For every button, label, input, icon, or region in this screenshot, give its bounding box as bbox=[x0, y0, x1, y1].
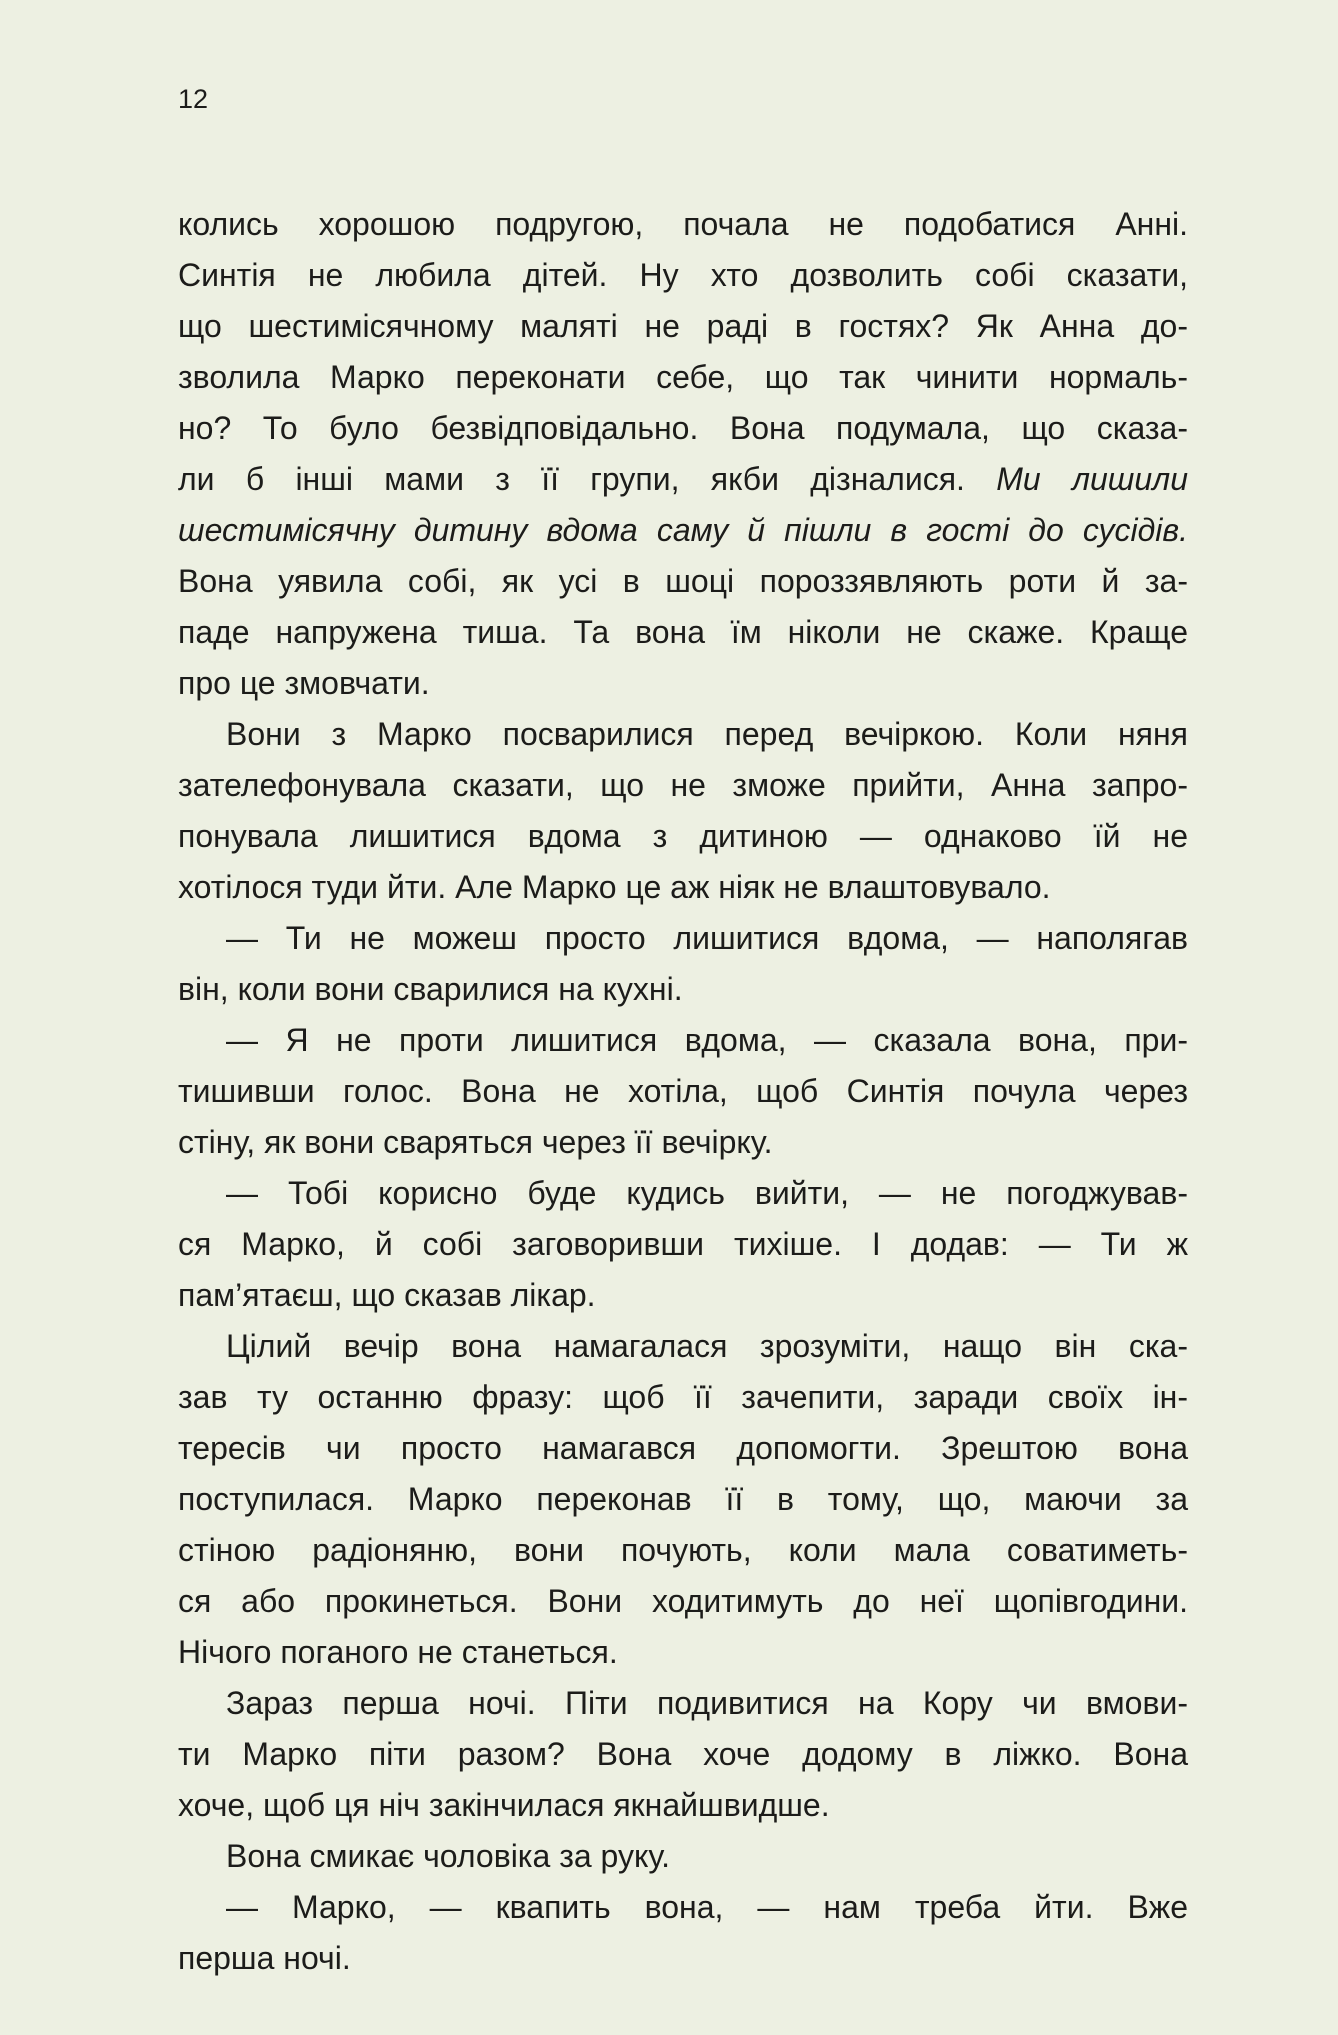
text-line bbox=[178, 1831, 1188, 1882]
text-line bbox=[178, 1372, 1188, 1423]
paragraph bbox=[178, 1882, 1188, 1984]
text-line bbox=[178, 1933, 1188, 1984]
page-number: 12 bbox=[178, 84, 209, 114]
text-line bbox=[178, 1474, 1188, 1525]
text-line bbox=[178, 1015, 1188, 1066]
line-text: ли б інші мами з її групи, якби дізналися. bbox=[178, 461, 997, 497]
text-line bbox=[178, 658, 1188, 709]
line-text: стіною радіоняню, вони почують, коли мала соватиметь- bbox=[178, 1532, 1188, 1568]
text-line bbox=[178, 1576, 1188, 1627]
paragraph bbox=[178, 709, 1188, 913]
line-text: хотілося туди йти. Але Марко це аж ніяк не влаштовувало. bbox=[178, 869, 1051, 905]
paragraph bbox=[178, 199, 1188, 709]
text-line bbox=[178, 352, 1188, 403]
text-line bbox=[178, 862, 1188, 913]
line-text: ся Марко, й собі заговоривши тихіше. І додав: — Ти ж bbox=[178, 1226, 1188, 1262]
text-line bbox=[178, 1117, 1188, 1168]
text-line bbox=[178, 250, 1188, 301]
line-text: ся або прокинеться. Вони ходитимуть до неї щопівгодини. bbox=[178, 1583, 1188, 1619]
line-text: но? То було безвідповідально. Вона подумала, що сказа- bbox=[178, 410, 1188, 446]
text-line bbox=[178, 1882, 1188, 1933]
line-text: Нічого поганого не станеться. bbox=[178, 1634, 618, 1670]
text-line bbox=[178, 607, 1188, 658]
text-line bbox=[178, 1678, 1188, 1729]
text-line bbox=[178, 811, 1188, 862]
text-line bbox=[178, 1729, 1188, 1780]
text-line bbox=[178, 1423, 1188, 1474]
line-text: він, коли вони сварилися на кухні. bbox=[178, 971, 683, 1007]
line-text: Вона уявила собі, як усі в шоці пороззявляють роти й за- bbox=[178, 563, 1188, 599]
text-line bbox=[178, 709, 1188, 760]
line-text: зволила Марко переконати себе, що так чинити нормаль- bbox=[178, 359, 1188, 395]
text-line bbox=[178, 1270, 1188, 1321]
paragraph bbox=[178, 1831, 1188, 1882]
text-line bbox=[178, 301, 1188, 352]
text-line bbox=[178, 1780, 1188, 1831]
line-text: Цілий вечір вона намагалася зрозуміти, нащо він ска- bbox=[226, 1328, 1188, 1364]
text-line bbox=[178, 403, 1188, 454]
line-text: про це змовчати. bbox=[178, 665, 430, 701]
line-text: тересів чи просто намагався допомогти. Зрештою вона bbox=[178, 1430, 1188, 1466]
line-text: ти Марко піти разом? Вона хоче додому в ліжко. Вона bbox=[178, 1736, 1188, 1772]
text-line bbox=[178, 1168, 1188, 1219]
paragraph bbox=[178, 1678, 1188, 1831]
text-line bbox=[178, 1219, 1188, 1270]
line-text: Вона смикає чоловіка за руку. bbox=[226, 1838, 671, 1874]
line-text: паде напружена тиша. Та вона їм ніколи не скаже. Краще bbox=[178, 614, 1188, 650]
line-text: пам’ятаєш, що сказав лікар. bbox=[178, 1277, 596, 1313]
line-text: зав ту останню фразу: щоб її зачепити, заради своїх ін- bbox=[178, 1379, 1188, 1415]
italic-text: шестимісячну дитину вдома саму й пішли в гості до сусідів. bbox=[178, 512, 1188, 548]
line-text: поступилася. Марко переконав її в тому, що, маючи за bbox=[178, 1481, 1188, 1517]
line-text: — Я не проти лишитися вдома, — сказала вона, при- bbox=[226, 1022, 1188, 1058]
paragraph bbox=[178, 1168, 1188, 1321]
line-text: колись хорошою подругою, почала не подобатися Анні. bbox=[178, 206, 1188, 242]
line-text: — Тобі корисно буде кудись вийти, — не погоджував- bbox=[226, 1175, 1188, 1211]
text-line bbox=[178, 913, 1188, 964]
text-line bbox=[178, 505, 1188, 556]
text-line bbox=[178, 760, 1188, 811]
line-text: понувала лишитися вдома з дитиною — однаково їй не bbox=[178, 818, 1188, 854]
line-text: стіну, як вони сваряться через її вечірку. bbox=[178, 1124, 773, 1160]
line-text: Зараз перша ночі. Піти подивитися на Кору чи вмови- bbox=[226, 1685, 1188, 1721]
text-line bbox=[178, 454, 1188, 505]
text-line bbox=[178, 964, 1188, 1015]
paragraph bbox=[178, 1015, 1188, 1168]
text-line bbox=[178, 199, 1188, 250]
text-line bbox=[178, 556, 1188, 607]
line-text: — Ти не можеш просто лишитися вдома, — наполягав bbox=[226, 920, 1188, 956]
line-text: — Марко, — квапить вона, — нам треба йти. Вже bbox=[226, 1889, 1188, 1925]
line-text: тишивши голос. Вона не хотіла, щоб Синтія почула через bbox=[178, 1073, 1188, 1109]
paragraph bbox=[178, 913, 1188, 1015]
text-line bbox=[178, 1066, 1188, 1117]
italic-text: Ми лишили bbox=[996, 461, 1188, 497]
line-text: Синтія не любила дітей. Ну хто дозволить собі сказати, bbox=[178, 257, 1188, 293]
paragraph bbox=[178, 1321, 1188, 1678]
line-text: хоче, щоб ця ніч закінчилася якнайшвидше. bbox=[178, 1787, 830, 1823]
line-text: Вони з Марко посварилися перед вечіркою. Коли няня bbox=[226, 716, 1188, 752]
text-line bbox=[178, 1321, 1188, 1372]
body-text bbox=[178, 199, 1188, 1984]
text-line bbox=[178, 1627, 1188, 1678]
line-text: перша ночі. bbox=[178, 1940, 351, 1976]
text-line bbox=[178, 1525, 1188, 1576]
line-text: що шестимісячному маляті не раді в гостях? Як Анна до- bbox=[178, 308, 1188, 344]
line-text: зателефонувала сказати, що не зможе прийти, Анна запро- bbox=[178, 767, 1188, 803]
